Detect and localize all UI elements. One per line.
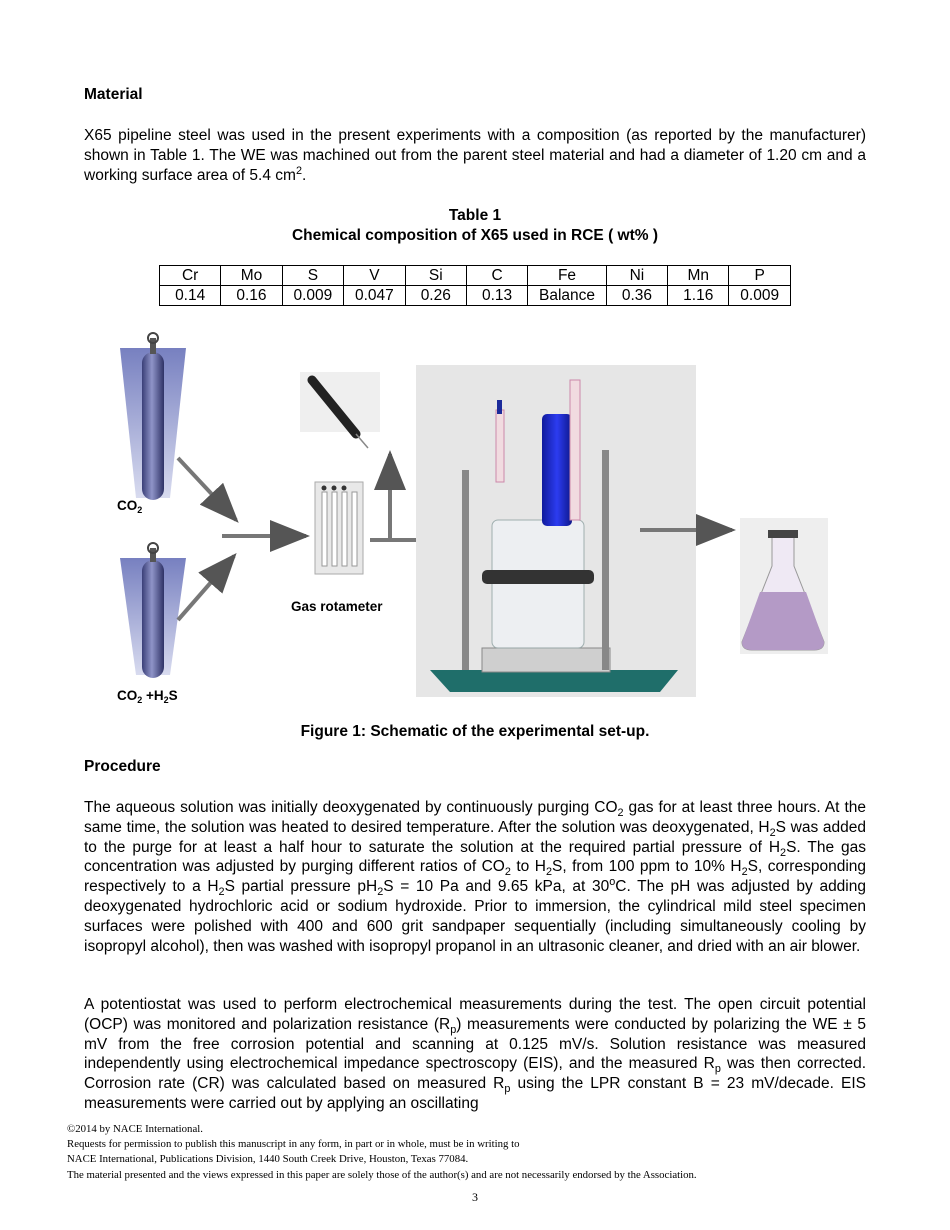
co2-gas-cylinder-icon xyxy=(120,333,186,500)
flow-arrow xyxy=(178,458,236,520)
table-cell: C xyxy=(466,266,527,286)
table-cell: 1.16 xyxy=(668,286,729,306)
material-heading: Material xyxy=(84,86,143,103)
table-cell: S xyxy=(282,266,344,286)
table-cell: 0.047 xyxy=(344,286,406,306)
procedure-paragraph-1: The aqueous solution was initially deoxygenated by continuously purging $CO_2$ gas for at least three hours. At the same time, the solution was heated to desired temperature. After the solution was deoxygenated, $H_2S$ was added to the purge for at least a half hour to saturate the solution at the required partial pressure of $H_2S$. The gas concentration was adjusted by purging different ratios of $CO_2$ to $H_2S$, from 100 ppm to 10% $H_2S$, corresponding respectively to a $H_2S$ partial pressure $pH_2S = 10$ Pa and 9.65 kPa, at 30$^o$C. The pH was adjusted by adding deoxygenated hydrochloric acid or sodium hydroxide. Prior to immersion, the cylindrical mild steel specimen surfaces were polished with 400 and 600 grit sandpaper sequentially (including simultaneously cooling by isopropyl alcohol), then was washed with isopropyl propanol in an ultrasonic cleaner, and dried with an air blower. xyxy=(84,799,867,955)
table-cell: 0.36 xyxy=(606,286,667,306)
table-label: Table 1 xyxy=(448,207,502,224)
table-cell: V xyxy=(344,266,406,286)
footer-line: Requests for permission to publish this manuscript in any form, in part or in whole, must be in writing to xyxy=(67,1138,520,1151)
page-number: 3 xyxy=(472,1190,478,1204)
material-paragraph: X65 pipeline steel was used in the present experiments with a composition (as reported by the manufacturer) shown in Table 1. The WE was machined out from the parent steel material and had a diameter of 1.20 cm and a working surface area of 5.4 $cm^2$. xyxy=(84,127,866,184)
table-cell: Cr xyxy=(160,266,221,286)
table-cell: 0.009 xyxy=(282,286,344,306)
table-cell: 0.14 xyxy=(160,286,221,306)
table-cell: Mo xyxy=(221,266,282,286)
table-cell: Fe xyxy=(528,266,607,286)
table-cell: Si xyxy=(405,266,466,286)
table-cell: 0.26 xyxy=(405,286,466,306)
co2-h2s-label: $CO_2 +H_2S$ xyxy=(117,688,178,705)
table-header-row xyxy=(160,266,791,286)
procedure-paragraph-2: A potentiostat was used to perform electrochemical measurements during the test. The open circuit potential (OCP) was monitored and polarization resistance $(R_p)$ measurements were conducted by polarizing the WE ± 5 mV from the free corrosion potential and scanning at 0.125 mV/s. Solution resistance was measured independently using electrochemical impedance spectroscopy (EIS), and the measured $R_p$ was then corrected. Corrosion rate (CR) was calculated based on measured $R_p$ using the LPR constant B = 23 mV/decade. EIS measurements were carried out by applying an oscillating xyxy=(84,996,866,1112)
gas-rotameter-icon xyxy=(315,482,363,574)
procedure-heading: Procedure xyxy=(84,758,161,775)
footer-line: The material presented and the views expressed in this paper are solely those of the author(s) and are not necessarily endorsed by the Association. xyxy=(67,1168,697,1181)
gas-syringe-icon xyxy=(300,372,380,448)
footer-line: ©2014 by NACE International. xyxy=(67,1123,203,1135)
footer-line: NACE International, Publications Division, 1440 South Creek Drive, Houston, Texas 77084. xyxy=(67,1153,469,1166)
rotameter-label: Gas rotameter xyxy=(291,599,383,614)
co2-label: $CO_2$ xyxy=(117,498,143,515)
scrubber-flask-icon xyxy=(740,518,828,654)
table-cell: Ni xyxy=(606,266,667,286)
composition-table xyxy=(159,265,791,306)
copyright-footer xyxy=(67,1122,887,1183)
table-cell: 0.16 xyxy=(221,286,282,306)
table-value-row xyxy=(160,286,791,306)
table-cell: Balance xyxy=(528,286,607,306)
flow-arrow xyxy=(178,556,234,620)
table-cell: 0.13 xyxy=(466,286,527,306)
table-cell: Mn xyxy=(668,266,729,286)
experimental-setup-figure xyxy=(100,330,840,710)
table-caption: Chemical composition of X65 used in RCE ( wt% ) xyxy=(291,227,659,244)
table-cell: P xyxy=(729,266,791,286)
figure-caption: Figure 1: Schematic of the experimental set-up. xyxy=(300,723,650,740)
h2s-gas-cylinder-icon xyxy=(120,543,186,678)
table-cell: 0.009 xyxy=(729,286,791,306)
